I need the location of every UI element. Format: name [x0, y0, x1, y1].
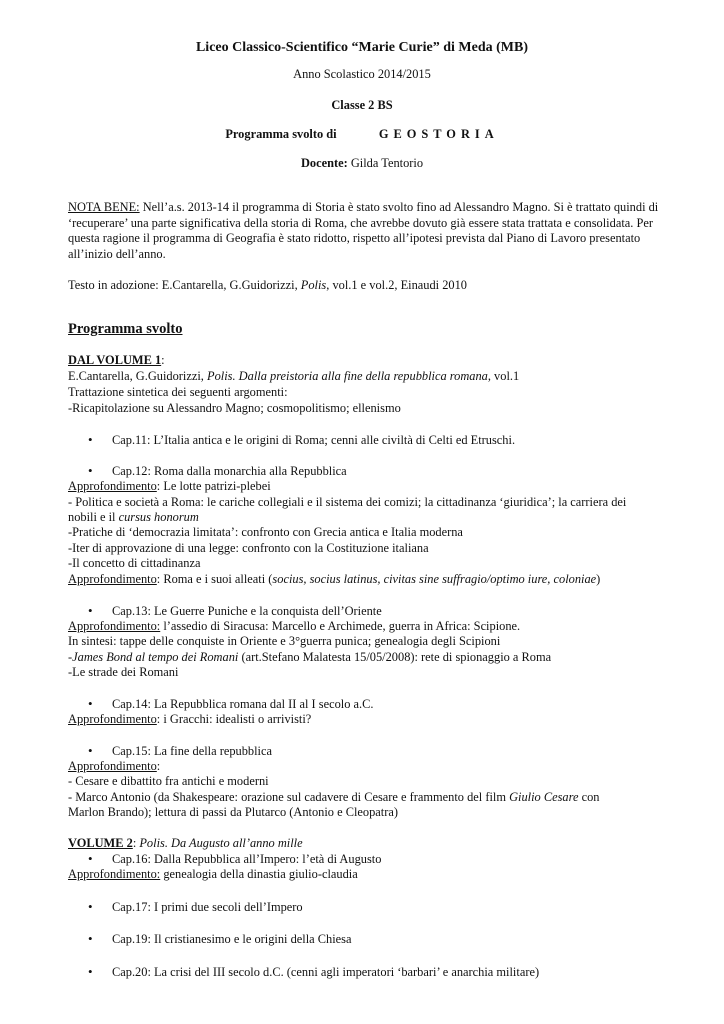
vol1-recap: -Ricapitolazione su Alessandro Magno; cosmopolitismo; ellenismo	[68, 401, 401, 415]
cap12-approfondimento	[68, 479, 271, 495]
cap15-line1: - Cesare e dibattito fra antichi e moderni	[68, 774, 269, 788]
vol2-heading	[68, 836, 303, 852]
list-item-cap13	[88, 603, 382, 620]
approfondimento-label: Approfondimento	[68, 712, 157, 726]
nota-bene-text: Nell’a.s. 2013-14 il programma di Storia è stato svolto fino ad Alessandro Magno. Si è trattato quindi di ‘recuperare’ una parte significativa della storia di Roma, che avrebbe dovuto già essere stata trattata e consolidata. Per questa ragione il programma di Geografia è stato ridotto, rispetto all’ipotesi prevista dal Piano di Lavoro presentato all’inizio dell’anno.	[68, 200, 659, 261]
approfondimento-label: Approfondimento	[68, 479, 157, 493]
cap12-line3: -Pratiche di ‘democrazia limitata’: confronto con Grecia antica e Italia moderna	[68, 525, 463, 539]
bullet-icon	[88, 603, 112, 620]
bullet-icon	[88, 463, 112, 480]
cap12-line2-italic: cursus honorum	[118, 510, 199, 524]
cap12-line5: -Il concetto di cittadinanza	[68, 556, 201, 570]
class-label: Classe 2 BS	[331, 98, 393, 112]
cap15-line2	[68, 790, 600, 806]
bullet-icon	[88, 964, 112, 981]
cap15-line2-suffix: con	[578, 790, 600, 804]
cap16-approfondimento	[68, 867, 358, 883]
approfondimento-text: genealogia della dinastia giulio-claudia	[160, 867, 358, 881]
school-year: Anno Scolastico 2014/2015	[293, 67, 431, 81]
approfondimento-text: l’assedio di Siracusa: Marcello e Archimede, guerra in Africa: Scipione.	[160, 619, 521, 633]
teacher-name: Gilda Tentorio	[350, 156, 424, 170]
vol1-book	[68, 369, 519, 385]
approfondimento-label: Approfondimento:	[68, 619, 161, 633]
vol1-intro: Trattazione sintetica dei seguenti argomenti:	[68, 385, 288, 399]
list-item-cap16	[88, 851, 381, 868]
cap13-line2-italic: -James Bond al tempo dei Romani	[68, 650, 239, 664]
testo-adozione	[68, 278, 467, 294]
approfondimento-label: Approfondimento	[68, 572, 157, 586]
vol2-colon: :	[132, 836, 140, 850]
cap12-line2	[68, 510, 199, 526]
vol2-title: Polis. Da Augusto all’anno mille	[139, 836, 303, 850]
bullet-icon	[88, 696, 112, 713]
vol1-heading	[68, 353, 165, 369]
cap14-approfondimento	[68, 712, 311, 728]
testo-suffix: , vol.1 e vol.2, Einaudi 2010	[326, 278, 468, 292]
approfondimento-end: )	[596, 572, 601, 586]
cap15-line2-prefix: - Marco Antonio (da Shakespeare: orazione sul cadavere di Cesare e frammento del film	[68, 790, 510, 804]
list-item-cap15	[88, 743, 272, 760]
cap13-line3: -Le strade dei Romani	[68, 665, 179, 679]
approfondimento-italic: socius, socius latinus, civitas sine suffragio/optimo iure, coloniae	[272, 572, 597, 586]
cap13-line1: In sintesi: tappe delle conquiste in Oriente e 3°guerra punica; genealogia degli Scipioni	[68, 634, 501, 648]
vol1-book-title: Polis. Dalla preistoria alla fine della repubblica romana	[207, 369, 488, 383]
vol1-heading-label: DAL VOLUME 1	[68, 353, 162, 367]
cap14-text: Cap.14: La Repubblica romana dal II al I secolo a.C.	[112, 697, 374, 711]
list-item-cap11	[88, 432, 515, 449]
vol1-colon: :	[161, 353, 165, 367]
vol1-book-suffix: , vol.1	[487, 369, 520, 383]
cap13-text: Cap.13: Le Guerre Puniche e la conquista dell’Oriente	[112, 604, 382, 618]
approfondimento-label: Approfondimento	[68, 759, 157, 773]
teacher-label: Docente:	[300, 156, 348, 170]
approfondimento-label: Approfondimento:	[68, 867, 161, 881]
cap12-line1: - Politica e società a Roma: le cariche collegiali e il sistema dei comizi; la cittadinanza ‘giuridica’; la carriera dei	[68, 495, 627, 509]
cap16-text: Cap.16: Dalla Repubblica all’Impero: l’età di Augusto	[112, 852, 382, 866]
cap12-text: Cap.12: Roma dalla monarchia alla Repubblica	[112, 464, 347, 478]
list-item-cap14	[88, 696, 374, 713]
cap20-text: Cap.20: La crisi del III secolo d.C. (cenni agli imperatori ‘barbari’ e anarchia militare)	[112, 965, 540, 979]
cap17-text: Cap.17: I primi due secoli dell’Impero	[112, 900, 303, 914]
school-title: Liceo Classico-Scientifico “Marie Curie” di Meda (MB)	[195, 40, 529, 55]
nota-bene-label: NOTA BENE:	[68, 200, 140, 214]
teacher-line	[0, 156, 724, 172]
approfondimento-colon: :	[156, 759, 161, 773]
approfondimento-text: : Le lotte patrizi-plebei	[156, 479, 271, 493]
section-title: Programma svolto	[68, 321, 183, 337]
cap15-line3: Marlon Brando); lettura di passi da Plutarco (Antonio e Cleopatra)	[68, 805, 398, 819]
subject-name: GEOSTORIA	[378, 127, 499, 141]
cap19-text: Cap.19: Il cristianesimo e le origini della Chiesa	[112, 932, 352, 946]
cap12-line4: -Iter di approvazione di una legge: confronto con la Costituzione italiana	[68, 541, 429, 555]
program-label: Programma svolto di	[225, 127, 337, 141]
testo-prefix: Testo in adozione: E.Cantarella, G.Guidorizzi,	[68, 278, 301, 292]
vol1-book-prefix: E.Cantarella, G.Guidorizzi,	[68, 369, 208, 383]
list-item-cap17	[88, 899, 303, 916]
cap13-line2-rest: (art.Stefano Malatesta 15/05/2008): rete di spionaggio a Roma	[238, 650, 552, 664]
cap15-approfondimento	[68, 759, 160, 775]
bullet-icon	[88, 931, 112, 948]
bullet-icon	[88, 899, 112, 916]
testo-title: Polis	[300, 278, 327, 292]
vol2-heading-label: VOLUME 2	[68, 836, 133, 850]
cap13-approfondimento	[68, 619, 520, 635]
bullet-icon	[88, 851, 112, 868]
list-item-cap12	[88, 463, 347, 480]
list-item-cap20	[88, 964, 539, 981]
cap12-line2-prefix: nobili e il	[68, 510, 119, 524]
cap15-text: Cap.15: La fine della repubblica	[112, 744, 272, 758]
cap13-line2	[68, 650, 551, 666]
bullet-icon	[88, 743, 112, 760]
approfondimento-text: : Roma e i suoi alleati (	[156, 572, 273, 586]
approfondimento-text: : i Gracchi: idealisti o arrivisti?	[156, 712, 312, 726]
cap11-text: Cap.11: L’Italia antica e le origini di Roma; cenni alle civiltà di Celti ed Etruschi.	[112, 433, 516, 447]
cap15-line2-italic: Giulio Cesare	[509, 790, 579, 804]
nota-bene-paragraph	[68, 200, 676, 262]
program-heading	[0, 127, 724, 143]
cap12-approfondimento-2	[68, 572, 600, 588]
bullet-icon	[88, 432, 112, 449]
list-item-cap19	[88, 931, 352, 948]
